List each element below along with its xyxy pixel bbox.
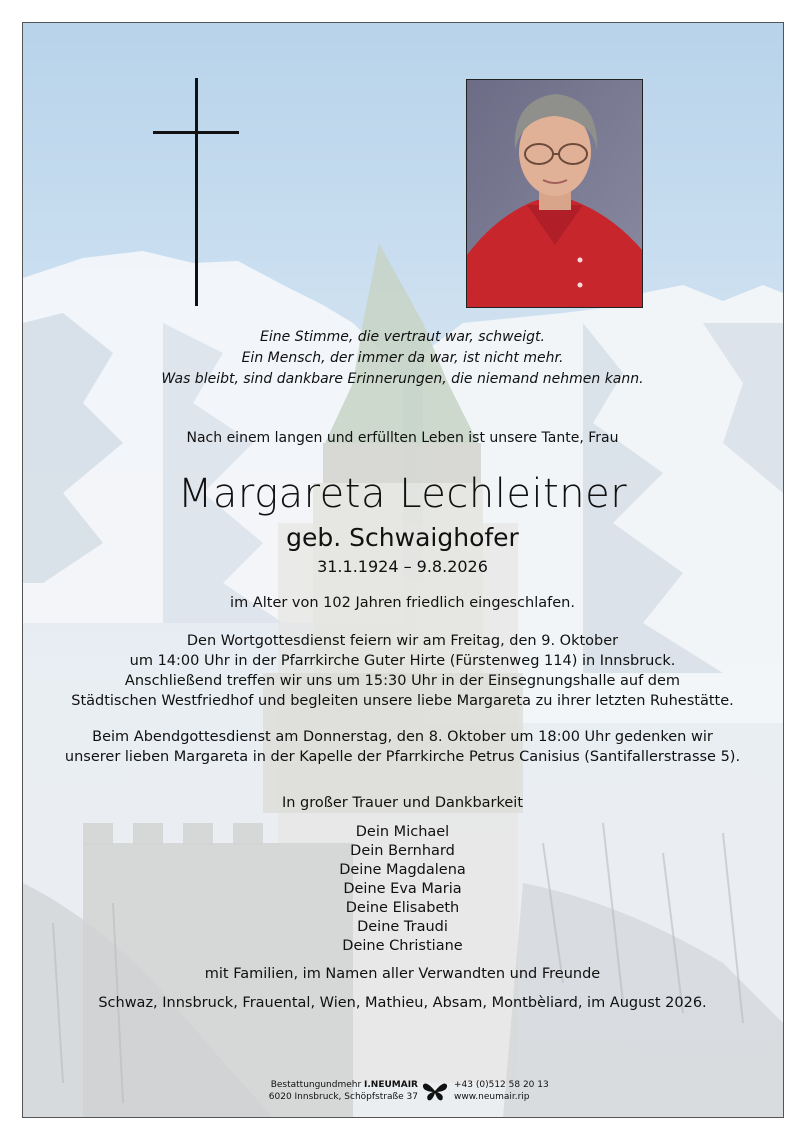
families-line: mit Familien, im Namen aller Verwandten und Freunde [204, 966, 601, 982]
service-line: Den Wortgottesdienst feiern wir am Freitag, den 9. Oktober [186, 633, 619, 649]
company-prefix: Bestattungundmehr [270, 1080, 365, 1090]
age-line: im Alter von 102 Jahren friedlich eingeschlafen. [230, 595, 575, 611]
places-date-line: Schwaz, Innsbruck, Frauental, Wien, Mathieu, Absam, Montbèliard, im August 2026. [98, 995, 707, 1011]
quote-line: Eine Stimme, die vertraut war, schweigt. [260, 329, 545, 345]
company-line [258, 1079, 418, 1091]
service-line: Anschließend treffen wir uns um 15:30 Uhr in der Einsegnungshalle auf dem [124, 673, 681, 689]
birth-name: geb. Schwaighofer [286, 523, 519, 552]
mourner: Deine Christiane [342, 938, 463, 954]
memorial-quote [0, 327, 805, 390]
life-dates: 31.1.1924 – 9.8.2026 [317, 557, 488, 576]
evening-service-line: unserer lieben Margareta in der Kapelle der Pfarrkirche Petrus Canisius (Santifallerstrasse 5). [64, 749, 741, 765]
evening-service-line: Beim Abendgottesdienst am Donnerstag, den 8. Oktober um 18:00 Uhr gedenken wir [92, 729, 713, 745]
funeral-home-info [258, 1079, 418, 1103]
signoff: In großer Trauer und Dankbarkeit [281, 795, 524, 811]
quote-line: Ein Mensch, der immer da war, ist nicht mehr. [241, 350, 564, 366]
company-website[interactable]: www.neumair.rip [454, 1092, 530, 1102]
company-name: I.NEUMAIR [364, 1080, 418, 1090]
mourners-list [0, 823, 805, 956]
mourner: Deine Eva Maria [343, 881, 462, 897]
mourner: Deine Traudi [357, 919, 448, 935]
funeral-home-contact [454, 1079, 574, 1103]
cross-icon [195, 78, 198, 306]
company-phone: +43 (0)512 58 20 13 [454, 1080, 549, 1090]
butterfly-icon [422, 1080, 448, 1102]
service-line: Städtischen Westfriedhof und begleiten unsere liebe Margareta zu ihrer letzten Ruhestätte. [71, 693, 734, 709]
cross-icon-bar [153, 131, 239, 134]
deceased-name: Margareta Lechleitner [177, 471, 628, 517]
evening-service-paragraph [0, 727, 805, 767]
mourner: Deine Magdalena [339, 862, 466, 878]
portrait-photo [466, 79, 643, 308]
service-line: um 14:00 Uhr in der Pfarrkirche Guter Hirte (Fürstenweg 114) in Innsbruck. [129, 653, 676, 669]
intro-text: Nach einem langen und erfüllten Leben ist unsere Tante, Frau [186, 430, 619, 446]
company-address: 6020 Innsbruck, Schöpfstraße 37 [268, 1092, 418, 1102]
mourner: Dein Bernhard [350, 843, 455, 859]
quote-line: Was bleibt, sind dankbare Erinnerungen, die niemand nehmen kann. [161, 371, 644, 387]
service-paragraph [0, 631, 805, 711]
mourner: Dein Michael [355, 824, 450, 840]
mourner: Deine Elisabeth [345, 900, 460, 916]
